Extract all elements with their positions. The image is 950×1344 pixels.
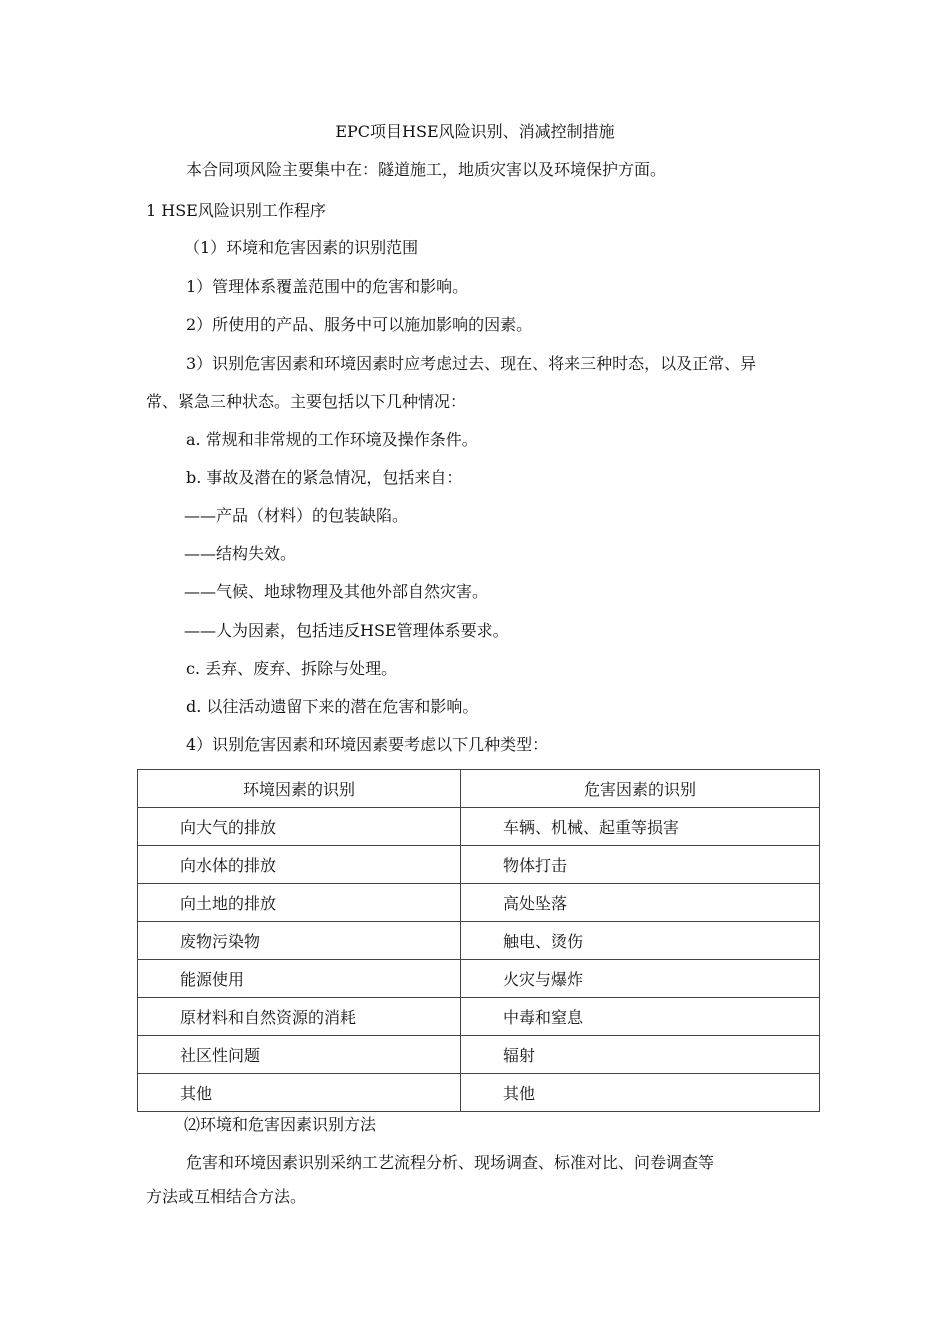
- table-row: [138, 960, 820, 998]
- table-cell-hazard: 物体打击: [461, 846, 820, 884]
- table-row: [138, 1074, 820, 1112]
- table-cell-environment: 向土地的排放: [138, 884, 461, 922]
- subsection-2-heading: ⑵环境和危害因素识别方法: [184, 1115, 377, 1134]
- table-cell-hazard: 火灾与爆炸: [461, 960, 820, 998]
- factor-identification-table: [137, 769, 820, 1112]
- table-cell-hazard: 高处坠落: [461, 884, 820, 922]
- list-item-d: d. 以往活动遗留下来的潜在危害和影响。: [186, 697, 479, 716]
- table-cell-hazard: 其他: [461, 1074, 820, 1112]
- table-row: [138, 884, 820, 922]
- section-1-heading: 1 HSE风险识别工作程序: [146, 201, 326, 220]
- method-paragraph-line-2: 方法或互相结合方法。: [146, 1187, 307, 1206]
- list-item-c: c. 丢弃、废弃、拆除与处理。: [186, 659, 398, 678]
- table-cell-environment: 向水体的排放: [138, 846, 461, 884]
- table-cell-environment: 废物污染物: [138, 922, 461, 960]
- table-cell-hazard: 中毒和窒息: [461, 998, 820, 1036]
- table-cell-hazard: 车辆、机械、起重等损害: [461, 808, 820, 846]
- list-item-3-line-2: 常、紧急三种状态。主要包括以下几种情况：: [146, 392, 467, 411]
- table-header-environment: 环境因素的识别: [138, 770, 461, 808]
- table-row: [138, 808, 820, 846]
- table-row: [138, 1036, 820, 1074]
- table-row: [138, 922, 820, 960]
- intro-paragraph: 本合同项风险主要集中在：隧道施工，地质灾害以及环境保护方面。: [186, 160, 667, 179]
- list-item-1: 1）管理体系覆盖范围中的危害和影响。: [186, 277, 469, 296]
- table-header-row: [138, 770, 820, 808]
- dash-item-1: ——产品（材料）的包装缺陷。: [184, 506, 409, 525]
- dash-item-3: ——气候、地球物理及其他外部自然灾害。: [184, 582, 489, 601]
- table-cell-environment: 能源使用: [138, 960, 461, 998]
- method-paragraph-line-1: 危害和环境因素识别采纳工艺流程分析、现场调查、标准对比、问卷调查等: [186, 1153, 715, 1172]
- dash-item-2: ——结构失效。: [184, 544, 297, 563]
- table-header-hazard: 危害因素的识别: [461, 770, 820, 808]
- list-item-3-line-1: 3）识别危害因素和环境因素时应考虑过去、现在、将来三种时态，以及正常、异: [186, 354, 757, 373]
- subsection-1-heading: （1）环境和危害因素的识别范围: [184, 238, 419, 257]
- table-cell-hazard: 触电、烫伤: [461, 922, 820, 960]
- document-title: EPC项目HSE风险识别、消减控制措施: [335, 122, 615, 141]
- table-cell-environment: 社区性问题: [138, 1036, 461, 1074]
- table-cell-environment: 原材料和自然资源的消耗: [138, 998, 461, 1036]
- table-cell-environment: 向大气的排放: [138, 808, 461, 846]
- list-item-4: 4）识别危害因素和环境因素要考虑以下几种类型：: [186, 735, 549, 754]
- list-item-2: 2）所使用的产品、服务中可以施加影响的因素。: [186, 315, 533, 334]
- list-item-b: b. 事故及潜在的紧急情况，包括来自：: [186, 468, 463, 487]
- dash-item-4: ——人为因素，包括违反HSE管理体系要求。: [184, 621, 509, 640]
- table-cell-environment: 其他: [138, 1074, 461, 1112]
- list-item-a: a. 常规和非常规的工作环境及操作条件。: [186, 430, 478, 449]
- table-row: [138, 846, 820, 884]
- table-cell-hazard: 辐射: [461, 1036, 820, 1074]
- table-row: [138, 998, 820, 1036]
